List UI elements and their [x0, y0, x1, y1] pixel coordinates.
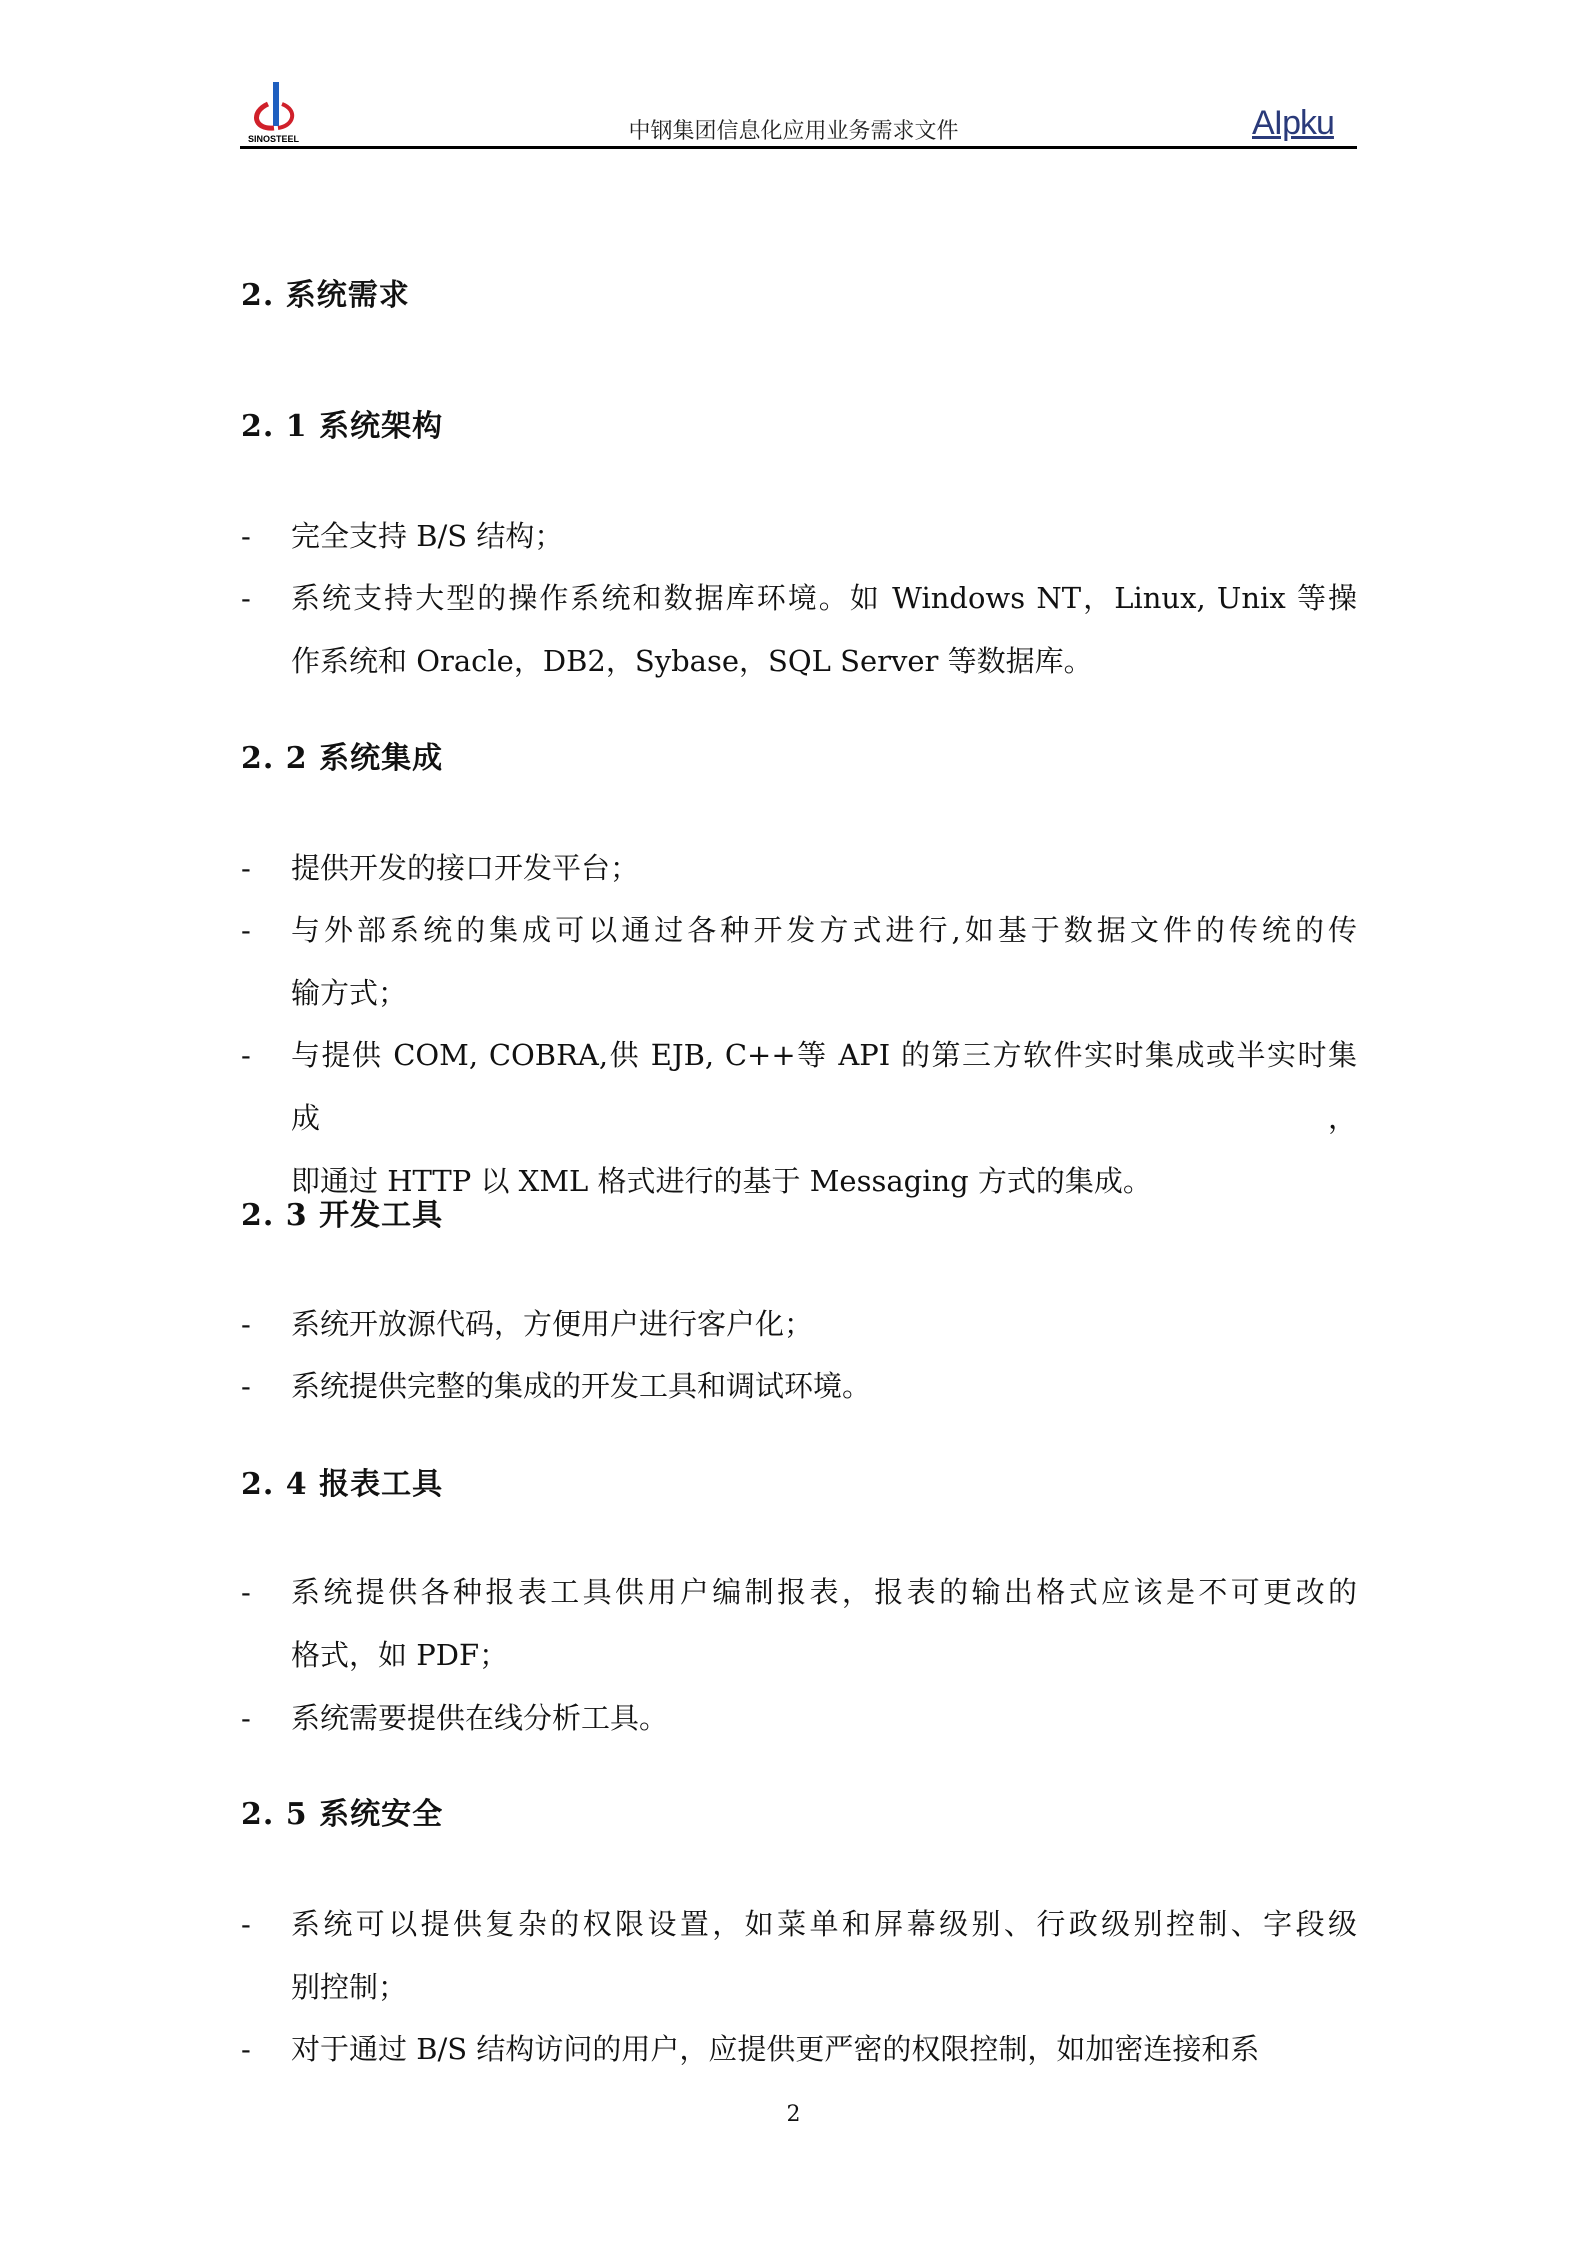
bullet-dash: -: [241, 1369, 251, 1403]
list-item: [241, 899, 1357, 1025]
list-item: [241, 505, 1357, 568]
bullet-dash: -: [241, 1575, 251, 1609]
list-item-line: 作系统和 Oracle，DB2，Sybase，SQL Server 等数据库。: [291, 644, 1093, 678]
list-item-line: 系统需要提供在线分析工具。: [291, 1701, 669, 1735]
bullet-dash: -: [241, 1307, 251, 1341]
list-item: [241, 1893, 1357, 2019]
bullet-dash: -: [241, 913, 251, 947]
section-heading: 2. 3 开发工具: [241, 1198, 444, 1233]
bullet-dash: -: [241, 1907, 251, 1941]
list-item: [241, 567, 1357, 693]
section-heading: 2. 4 报表工具: [241, 1467, 444, 1502]
list-item-line: 输方式；: [291, 976, 408, 1010]
list-item-line: 即通过 HTTP 以 XML 格式进行的基于 Messaging 方式的集成。: [291, 1164, 1152, 1198]
header-rule: [240, 146, 1357, 149]
section-heading: 2. 2 系统集成: [241, 741, 444, 776]
list-item-line: 完全支持 B/S 结构；: [291, 519, 564, 553]
list-item: [241, 2018, 1357, 2081]
list-item-line: 与提供 COM, COBRA,供 EJB, C++等 API 的第三方软件实时集成或半实时集成，: [291, 1038, 1357, 1135]
section-heading: 2. 1 系统架构: [241, 409, 444, 444]
page-number: 2: [786, 2102, 801, 2127]
bullet-dash: -: [241, 2032, 251, 2066]
list-item-line: 与外部系统的集成可以通过各种开发方式进行,如基于数据文件的传统的传: [291, 913, 1357, 947]
bullet-dash: -: [241, 581, 251, 615]
bullet-dash: -: [241, 1038, 251, 1072]
bullet-dash: -: [241, 851, 251, 885]
list-item-line: 系统可以提供复杂的权限设置，如菜单和屏幕级别、行政级别控制、字段级: [291, 1907, 1357, 1941]
list-item: [241, 1687, 1357, 1750]
list-item: [241, 1355, 1357, 1418]
list-item-line: 格式，如 PDF；: [291, 1638, 509, 1672]
list-item-line: 系统支持大型的操作系统和数据库环境。如 Windows NT，Linux, Unix 等操: [291, 581, 1357, 615]
list-item: [241, 1561, 1357, 1687]
list-item: [241, 1024, 1357, 1213]
list-item-line: 别控制；: [291, 1970, 408, 2004]
list-item-line: 系统提供完整的集成的开发工具和调试环境。: [291, 1369, 872, 1403]
section-heading: 2. 5 系统安全: [241, 1797, 444, 1832]
svg-text:SINOSTEEL: SINOSTEEL: [248, 134, 300, 144]
list-item-line: 对于通过 B/S 结构访问的用户，应提供更严密的权限控制，如加密连接和系: [291, 2032, 1260, 2066]
bullet-dash: -: [241, 519, 251, 553]
aipku-logo: AIpku: [1252, 104, 1334, 142]
header-title: 中钢集团信息化应用业务需求文件: [628, 119, 959, 144]
list-item: [241, 1293, 1357, 1356]
list-item-line: 系统提供各种报表工具供用户编制报表，报表的输出格式应该是不可更改的: [291, 1575, 1357, 1609]
list-item-line: 系统开放源代码，方便用户进行客户化；: [291, 1307, 814, 1341]
list-item-line: 提供开发的接口开发平台；: [291, 851, 640, 885]
section-heading: 2. 系统需求: [241, 278, 410, 313]
bullet-dash: -: [241, 1701, 251, 1735]
list-item: [241, 837, 1357, 900]
